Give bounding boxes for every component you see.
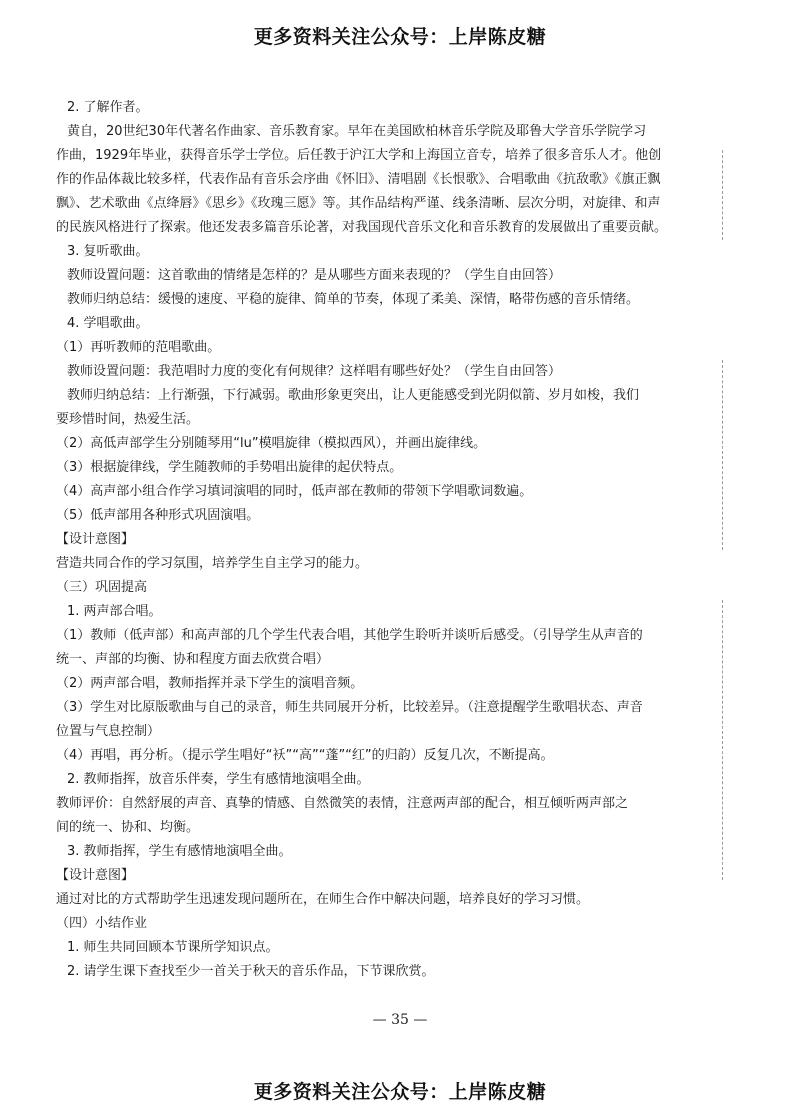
- list-item: （5）低声部用各种形式巩固演唱。: [56, 508, 260, 523]
- paragraph-line: 间的统一、协和、均衡。: [56, 820, 200, 835]
- scan-margin-line: [722, 600, 724, 880]
- list-item: （2）高低声部学生分别随琴用“lu”模唱旋律（模拟西风），并画出旋律线。: [56, 436, 487, 451]
- paragraph-line: 营造共同合作的学习氛围，培养学生自主学习的能力。: [56, 556, 369, 571]
- list-item: （4）高声部小组合作学习填词演唱的同时，低声部在教师的带领下学唱歌词数遍。: [56, 484, 533, 499]
- list-item: （3）学生对比原版歌曲与自己的录音，师生共同展开分析，比较差异。（注意提醒学生歌唱状态、声音: [56, 700, 643, 715]
- design-intent-heading: 【设计意图】: [56, 532, 135, 547]
- list-item: 1. 师生共同回顾本节课所学知识点。: [67, 940, 279, 955]
- page-number: — 35 —: [372, 1012, 428, 1028]
- section-heading: （四）小结作业: [56, 916, 148, 931]
- paragraph-line: 作曲，1929年毕业，获得音乐学士学位。后任教于沪江大学和上海国立音专，培养了很多音乐人才。他创: [56, 148, 662, 163]
- paragraph-line: 教师归纳总结：上行渐强，下行减弱。歌曲形象更突出，让人更能感受到光阴似箭、岁月如梭，我们: [67, 388, 640, 403]
- paragraph-line: 黄自，20世纪30年代著名作曲家、音乐教育家。早年在美国欧柏林音乐学院及耶鲁大学音乐学院学习: [67, 124, 647, 139]
- paragraph-line: 教师归纳总结：缓慢的速度、平稳的旋律、简单的节奏，体现了柔美、深情，略带伤感的音乐情绪。: [67, 292, 640, 307]
- list-item: （3）根据旋律线，学生随教师的手势唱出旋律的起伏特点。: [56, 460, 403, 475]
- paragraph-line: 要珍惜时间，热爱生活。: [56, 412, 200, 427]
- section-heading: 3. 教师指挥，学生有感情地演唱全曲。: [67, 844, 292, 859]
- paragraph-line: 教师设置问题：我范唱时力度的变化有何规律？这样唱有哪些好处？（学生自由回答）: [67, 364, 562, 379]
- section-heading: （三）巩固提高: [56, 580, 148, 595]
- header-banner: 更多资料关注公众号：上岸陈皮糖: [253, 26, 547, 48]
- page-body: [56, 96, 674, 984]
- paragraph-line: 的民族风格进行了探索。他还发表多篇音乐论著，对我国现代音乐文化和音乐教育的发展做出了重要贡献。: [56, 220, 668, 235]
- list-item: （1）再听教师的范唱歌曲。: [56, 340, 221, 355]
- section-heading: 1. 两声部合唱。: [67, 604, 162, 619]
- list-item: （1）教师（低声部）和高声部的几个学生代表合唱，其他学生聆听并谈听后感受。（引导学生从声音的: [56, 628, 643, 643]
- design-intent-heading: 【设计意图】: [56, 868, 135, 883]
- paragraph-line: 飘》、艺术歌曲《点绛唇》《思乡》《玫瑰三愿》等。其作品结构严谨、线条清晰、层次分明，对旋律、和声: [56, 196, 661, 211]
- footer-banner: 更多资料关注公众号：上岸陈皮糖: [253, 1081, 547, 1103]
- scan-margin-line: [722, 150, 724, 240]
- paragraph-line: 位置与气息控制）: [56, 724, 161, 739]
- list-item: （4）再唱，再分析。（提示学生唱好“袄”“高”“蓬”“红”的归韵）反复几次，不断提高。: [56, 748, 554, 763]
- paragraph-line: 通过对比的方式帮助学生迅速发现问题所在，在师生合作中解决问题，培养良好的学习习惯。: [56, 892, 590, 907]
- section-heading: 2. 了解作者。: [67, 100, 149, 115]
- scan-margin-line: [722, 360, 724, 550]
- section-heading: 4. 学唱歌曲。: [67, 316, 149, 331]
- list-item: 2. 请学生课下查找至少一首关于秋天的音乐作品，下节课欣赏。: [67, 964, 435, 979]
- list-item: （2）两声部合唱，教师指挥并录下学生的演唱音频。: [56, 676, 364, 691]
- paragraph-line: 作的作品体裁比较多样，代表作品有音乐会序曲《怀旧》、清唱剧《长恨歌》、合唱歌曲《抗敌歌》《旗正飘: [56, 172, 661, 187]
- section-heading: 2. 教师指挥，放音乐伴奏，学生有感情地演唱全曲。: [67, 772, 370, 787]
- paragraph-line: 统一、声部的均衡、协和程度方面去欣赏合唱）: [56, 652, 330, 667]
- section-heading: 3. 复听歌曲。: [67, 244, 149, 259]
- paragraph-line: 教师评价：自然舒展的声音、真挚的情感、自然微笑的表情，注意两声部的配合，相互倾听两声部之: [56, 796, 629, 811]
- paragraph-line: 教师设置问题：这首歌曲的情绪是怎样的？是从哪些方面来表现的？（学生自由回答）: [67, 268, 562, 283]
